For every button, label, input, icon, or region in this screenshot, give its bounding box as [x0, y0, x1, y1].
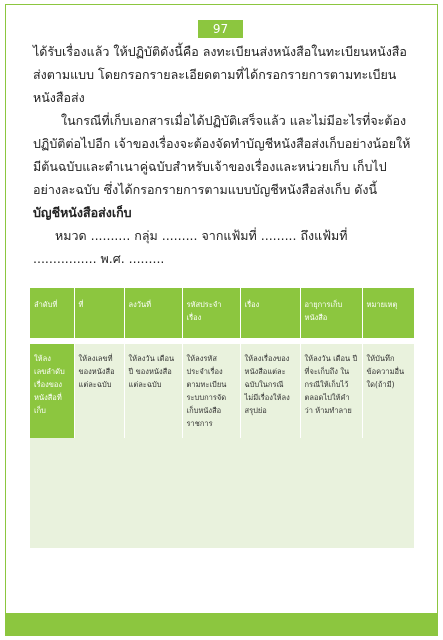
- table-cell: ให้ลงวัน เดือน ปี ที่จะเก็บถึง ในกรณีให้เก็บไว้ตลอดไปให้คำว่า ห้ามทำลาย: [300, 344, 362, 438]
- col-header: รหัสประจำเรื่อง: [182, 288, 240, 338]
- table-header-row: [30, 288, 414, 338]
- col-header: ลงวันที่: [124, 288, 182, 338]
- col-header: อายุการเก็บหนังสือ: [300, 288, 362, 338]
- table-cell: ให้บันทึกข้อความอื่นใด(ถ้ามี): [362, 344, 414, 438]
- register-table: [30, 288, 415, 438]
- table-row: [30, 344, 414, 438]
- col-header: ลำดับที่: [30, 288, 74, 338]
- section-heading: บัญชีหนังสือส่งเก็บ: [33, 205, 132, 220]
- reference-line: หมวด .......... กลุ่ม ......... จากแฟ้มที่ ......... ถึงแฟ้มที่ ................ พ.ศ. .........: [33, 228, 348, 266]
- col-header: เรื่อง: [240, 288, 300, 338]
- footer-band: [5, 613, 438, 636]
- page-number: 97: [198, 20, 243, 38]
- body-text: [33, 40, 413, 270]
- paragraph-1: ได้รับเรื่องแล้ว ให้ปฏิบัติดังนี้คือ ลงทะเบียนส่งหนังสือในทะเบียนหนังสือส่งตามแบบ โดยกรอกรายละเอียดตามที่ได้กรอกรายการตามทะเบียนหนังสือส่ง: [33, 44, 407, 105]
- register-table-container: [30, 288, 414, 548]
- table-cell: ให้ลงรหัสประจำเรื่องตามทะเบียนระบบการจัดเก็บหนังสือราชการ: [182, 344, 240, 438]
- table-cell: ให้ลงเลขที่ของหนังสือแต่ละฉบับ: [74, 344, 124, 438]
- table-cell: ให้ลงวัน เดือน ปี ของหนังสือแต่ละฉบับ: [124, 344, 182, 438]
- paragraph-2: ในกรณีที่เก็บเอกสารเมื่อได้ปฏิบัติเสร็จแล้ว และไม่มีอะไรที่จะต้องปฏิบัติต่อไปอีก เจ้าของเรื่องจะต้องจัดทำบัญชีหนังสือส่งเก็บอย่างน้อยให้มีต้นฉบับและตำเนาคู่ฉบับสำหรับเจ้าของเรื่องและหน่วยเก็บ เก็บไปอย่างละฉบับ ซึ่งได้กรอกรายการตามแบบบัญชีหนังสือส่งเก็บ ดังนี้: [33, 113, 411, 197]
- table-cell: ให้ลงเรื่องของหนังสือแต่ละฉบับในกรณีไม่มีเรื่องให้ลงสรุปย่อ: [240, 344, 300, 438]
- table-cell: ให้ลงเลขลำดับเรื่องของหนังสือที่เก็บ: [30, 344, 74, 438]
- col-header: หมายเหตุ: [362, 288, 414, 338]
- col-header: ที่: [74, 288, 124, 338]
